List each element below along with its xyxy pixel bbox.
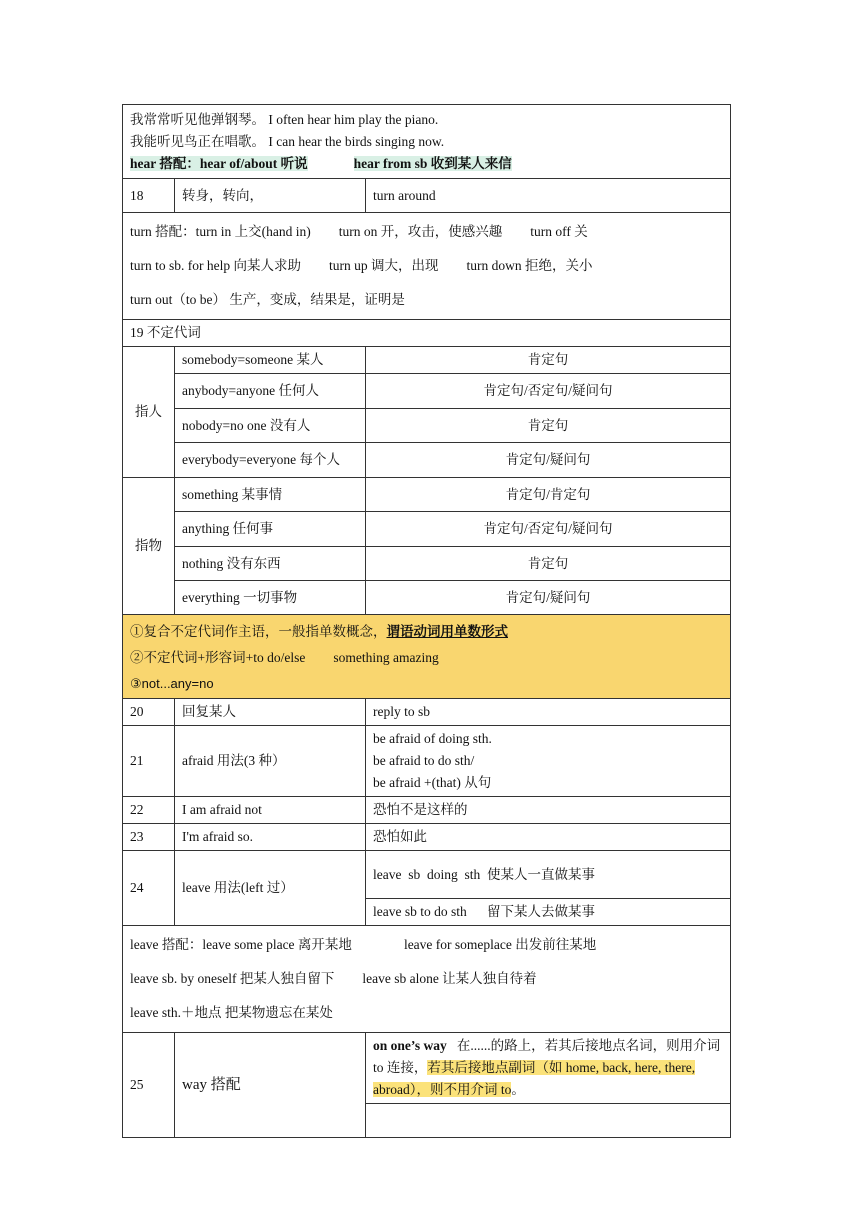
row-25-en: [366, 1033, 731, 1104]
note-2-text: ②不定代词+形容词+to do/else: [130, 650, 306, 665]
row-25-highlight: 若其后接地点副词（如 home, back, here, there, abroad），则不用介词 to: [373, 1060, 696, 1097]
row-20: [123, 699, 731, 726]
row-24-cn: leave 用法(left 过）: [175, 851, 366, 926]
thing-label: 指物: [123, 478, 175, 615]
pronoun-usage: 肯定句/疑问句: [366, 581, 731, 615]
note-1: [130, 619, 723, 645]
pronoun-word: something 某事情: [175, 478, 366, 512]
pronoun-row: [123, 547, 731, 581]
hear-example-2: 我能听见鸟正在唱歌。 I can hear the birds singing now.: [130, 134, 445, 149]
note-2-example: something amazing: [333, 650, 439, 665]
leave-for: leave for someplace 出发前往某地: [403, 937, 597, 952]
pronoun-word: nothing 没有东西: [175, 547, 366, 581]
pronoun-usage: 肯定句: [366, 547, 731, 581]
pronoun-row: [123, 443, 731, 478]
pronoun-word: nobody=no one 没有人: [175, 409, 366, 443]
row-20-num: 20: [123, 699, 175, 726]
note-3: ③not...any=no: [130, 676, 214, 691]
row-23-cn: I'm afraid so.: [175, 824, 366, 851]
row-25-empty: [366, 1104, 731, 1138]
pronoun-row: [123, 374, 731, 409]
note-2: [130, 645, 723, 671]
leave-line-3: leave sth.＋地点 把某物遗忘在某处: [130, 1005, 333, 1020]
row-21-cn: afraid 用法(3 种）: [175, 726, 366, 797]
person-label: 指人: [123, 347, 175, 478]
leave-line-1: [130, 928, 723, 962]
row-21: [123, 726, 731, 797]
turn-down: turn down 拒绝，关小: [466, 258, 593, 273]
row-25-num: 25: [123, 1033, 175, 1138]
pronoun-word: everything 一切事物: [175, 581, 366, 615]
pronoun-row: [123, 581, 731, 615]
row-25-cn: way 搭配: [175, 1033, 366, 1138]
row-25: [123, 1033, 731, 1104]
row-24-en-2: leave sb to do sth 留下某人去做某事: [366, 899, 731, 926]
row-20-cn: 回复某人: [175, 699, 366, 726]
pronoun-usage: 肯定句/肯定句: [366, 478, 731, 512]
row-18-en: turn around: [366, 179, 731, 213]
hear-collocation-b: hear from sb 收到某人来信: [353, 156, 512, 171]
leave-by-oneself: leave sb. by oneself 把某人独自留下: [130, 971, 335, 986]
pronoun-row: [123, 512, 731, 547]
turn-to: turn to sb. for help 向某人求助: [130, 258, 301, 273]
row-22-en: 恐怕不是这样的: [366, 797, 731, 824]
row-19-title: [123, 320, 731, 347]
note-1-text: ①复合不定代词作主语，一般指单数概念，: [130, 624, 387, 639]
row-23: [123, 824, 731, 851]
row-21-en-1: be afraid of doing sth.: [373, 731, 492, 746]
note-1-emphasis: 谓语动词用单数形式: [386, 624, 508, 639]
leave-line-2: [130, 962, 723, 996]
row-18-num: 18: [123, 179, 175, 213]
pronoun-word: everybody=everyone 每个人: [175, 443, 366, 478]
pronoun-row: [123, 478, 731, 512]
row-25-phrase: on one’s way: [373, 1038, 447, 1053]
row-22-num: 22: [123, 797, 175, 824]
row-21-en-3: be afraid +(that) 从句: [373, 775, 492, 790]
row-19-heading: 19 不定代词: [123, 320, 731, 347]
row-23-en: 恐怕如此: [366, 824, 731, 851]
pronoun-usage: 肯定句/否定句/疑问句: [366, 374, 731, 409]
row-22: [123, 797, 731, 824]
turn-in: turn 搭配：turn in 上交(hand in): [130, 224, 311, 239]
pronoun-usage: 肯定句/否定句/疑问句: [366, 512, 731, 547]
pronoun-usage: 肯定句: [366, 409, 731, 443]
hear-example-1: 我常常听见他弹钢琴。 I often hear him play the piano.: [130, 112, 439, 127]
pronoun-word: anything 任何事: [175, 512, 366, 547]
row-22-cn: I am afraid not: [175, 797, 366, 824]
row-21-en-2: be afraid to do sth/: [373, 753, 475, 768]
leave-some-place: leave 搭配：leave some place 离开某地: [130, 937, 352, 952]
leave-alone: leave sb alone 让某人独自待着: [362, 971, 537, 986]
turn-off: turn off 关: [530, 224, 588, 239]
turn-row: [123, 213, 731, 320]
hear-collocation: [130, 153, 723, 175]
turn-line-2: [130, 249, 723, 283]
hear-row: [123, 105, 731, 179]
row-18-cn: 转身，转向，: [175, 179, 366, 213]
row-25-text: 在......的路上，若其后接地点名词，则用介词 to 连接，: [373, 1038, 724, 1075]
pronoun-word: somebody=someone 某人: [175, 347, 366, 374]
pronoun-row: [123, 409, 731, 443]
row-21-num: 21: [123, 726, 175, 797]
hear-collocation-a: hear 搭配：hear of/about 听说: [130, 156, 308, 171]
turn-line-1: [130, 215, 723, 249]
turn-up: turn up 调大，出现: [329, 258, 439, 273]
row-23-num: 23: [123, 824, 175, 851]
pronoun-note-row: [123, 615, 731, 699]
row-24-en-1: leave sb doing sth 使某人一直做某事: [366, 851, 731, 899]
turn-line-3: turn out（to be） 生产，变成，结果是，证明是: [130, 292, 405, 307]
pronoun-usage: 肯定句/疑问句: [366, 443, 731, 478]
row-25-end: 。: [511, 1082, 525, 1097]
row-24: [123, 851, 731, 899]
pronoun-usage: 肯定句: [366, 347, 731, 374]
turn-on: turn on 开，攻击，使感兴趣: [338, 224, 503, 239]
notes-table: [122, 104, 731, 1138]
row-24-num: 24: [123, 851, 175, 926]
leave-row: [123, 926, 731, 1033]
pronoun-word: anybody=anyone 任何人: [175, 374, 366, 409]
pronoun-row: [123, 347, 731, 374]
row-18: [123, 179, 731, 213]
row-20-en: reply to sb: [366, 699, 731, 726]
